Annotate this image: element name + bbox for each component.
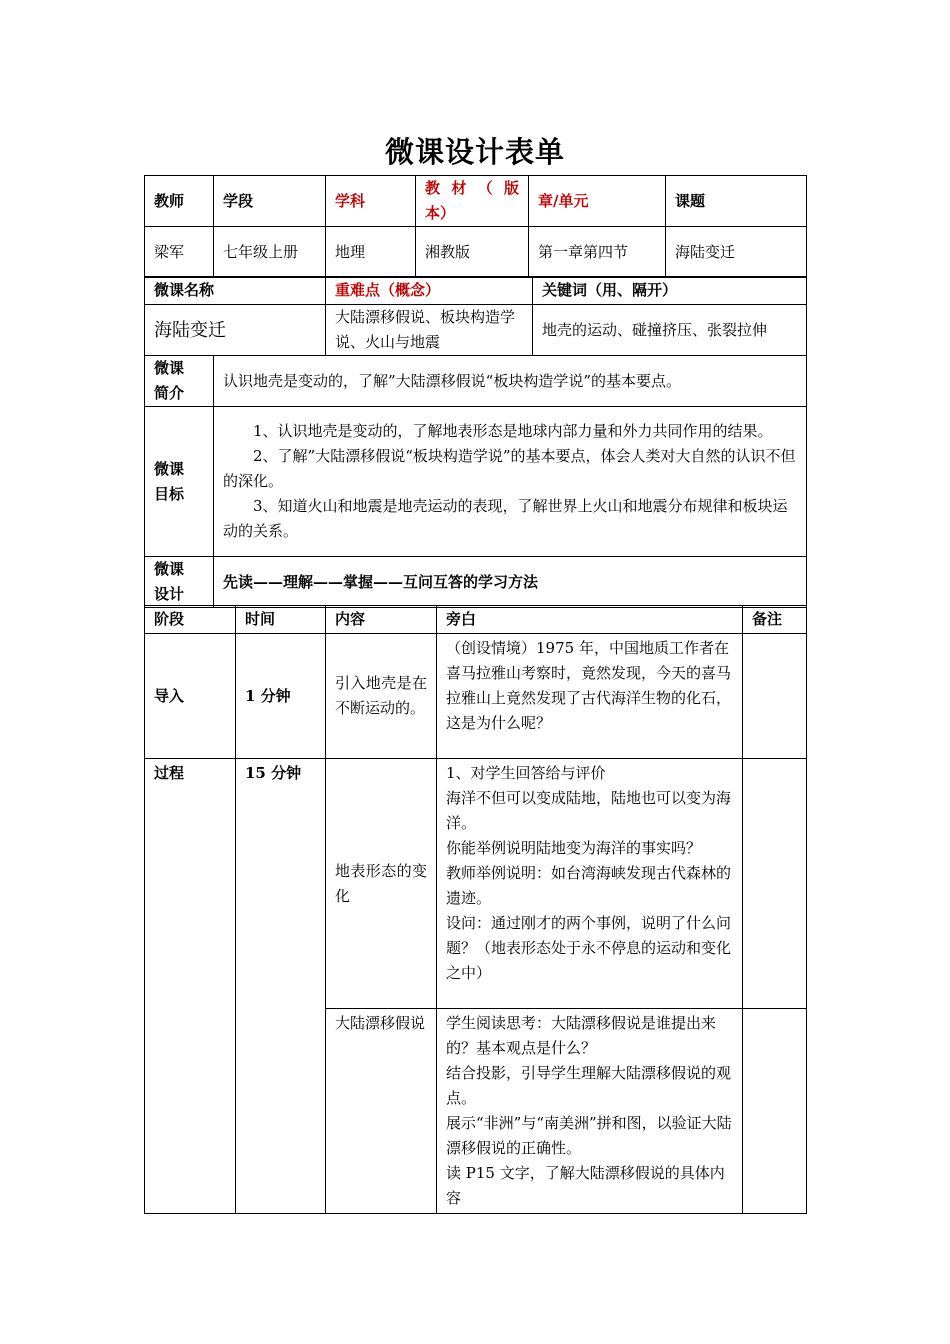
design-text: 先读——理解——掌握——互问互答的学习方法: [214, 557, 807, 608]
course-table: [144, 276, 807, 608]
design-label-line1: 微课: [154, 560, 185, 578]
stage-header-narration: 旁白: [437, 606, 743, 634]
stage-process-content-2: 大陆漂移假说: [326, 1009, 437, 1214]
design-label: [145, 557, 214, 608]
header-textbook-line2: 本）: [425, 204, 456, 222]
stage-table: [144, 605, 807, 1214]
header-level: 学段: [214, 176, 326, 227]
header-topic: 课题: [666, 176, 807, 227]
narration-line: 教师举例说明：如台湾海峡发现古代森林的遗迹。: [446, 864, 732, 907]
narration-line: 展示“非洲”与“南美洲”拼和图，以验证大陆漂移假说的正确性。: [446, 1114, 732, 1157]
course-keywords-value: 地壳的运动、碰撞挤压、张裂拉伸: [533, 305, 807, 356]
value-subject: 地理: [326, 227, 416, 278]
goal-item: 1、认识地壳是变动的，了解地表形态是地球内部力量和外力共同作用的结果。: [253, 422, 773, 440]
value-teacher: 梁军: [145, 227, 214, 278]
stage-header-time: 时间: [236, 606, 326, 634]
stage-header-stage: 阶段: [145, 606, 236, 634]
goal-item: 3、知道火山和地震是地壳运动的表现，了解世界上火山和地震分布规律和板块运动的关系。: [223, 497, 788, 540]
stage-process-narration-1: [437, 759, 743, 1009]
goals-label-line1: 微课: [154, 459, 185, 478]
stage-intro-note: [743, 634, 807, 759]
stage-header-content: 内容: [326, 606, 437, 634]
stage-process-content-1: 地表形态的变化: [326, 759, 437, 1009]
course-key-value: 大陆漂移假说、板块构造学说、火山与地震: [326, 305, 533, 356]
intro-label-line1: 微课: [154, 359, 185, 377]
intro-text: 认识地壳是变动的，了解”大陆漂移假说“板块构造学说”的基本要点。: [214, 356, 807, 407]
goals-label: [145, 407, 214, 557]
value-level: 七年级上册: [214, 227, 326, 278]
goals-text: [214, 407, 807, 557]
stage-intro-time: 1 分钟: [236, 634, 326, 759]
course-name-label: 微课名称: [145, 277, 326, 305]
narration-line: 读 P15 文字，了解大陆漂移假说的具体内容: [446, 1164, 725, 1207]
design-label-line2: 设计: [154, 585, 185, 603]
narration-line: 结合投影，引导学生理解大陆漂移假说的观点。: [446, 1064, 732, 1107]
stage-process-narration-2: [437, 1009, 743, 1214]
value-topic: 海陆变迁: [666, 227, 807, 278]
intro-label: [145, 356, 214, 407]
info-table: [144, 175, 807, 278]
narration-line: 设问：通过刚才的两个事例，说明了什么问题？（地表形态处于永不停息的运动和变化之中）: [446, 914, 732, 982]
header-teacher: 教师: [145, 176, 214, 227]
course-keywords-label: 关键词（用、隔开）: [533, 277, 807, 305]
stage-process-name: 过程: [145, 759, 236, 1214]
course-name-value: 海陆变迁: [145, 305, 326, 356]
narration-line: 1、对学生回答给与评价: [446, 764, 606, 782]
stage-process-note-1: [743, 759, 807, 1009]
value-textbook: 湘教版: [416, 227, 529, 278]
stage-header-note: 备注: [743, 606, 807, 634]
stage-intro-narration: （创设情境）1975 年，中国地质工作者在喜马拉雅山考察时，竟然发现，今天的喜马拉雅山上竟然发现了古代海洋生物的化石，这是为什么呢？: [437, 634, 743, 759]
page-title: 微课设计表单: [384, 135, 565, 169]
header-textbook: [416, 176, 529, 227]
narration-line: 你能举例说明陆地变为海洋的事实吗？: [446, 839, 702, 857]
narration-line: 学生阅读思考：大陆漂移假说是谁提出来的？基本观点是什么？: [446, 1014, 717, 1057]
header-subject: 学科: [326, 176, 416, 227]
intro-label-line2: 简介: [154, 384, 185, 402]
value-chapter: 第一章第四节: [529, 227, 666, 278]
header-chapter: 章/单元: [529, 176, 666, 227]
goals-label-line2: 目标: [154, 484, 185, 503]
course-key-label: 重难点（概念）: [326, 277, 533, 305]
stage-intro-content: 引入地壳是在不断运动的。: [326, 634, 437, 759]
stage-intro-name: 导入: [145, 634, 236, 759]
stage-process-note-2: [743, 1009, 807, 1214]
goal-item: 2、了解”大陆漂移假说“板块构造学说”的基本要点，体会人类对大自然的认识不但的深化。: [223, 447, 796, 490]
header-textbook-line1: 教 材 （ 版: [425, 179, 519, 197]
narration-line: 海洋不但可以变成陆地，陆地也可以变为海洋。: [446, 789, 732, 832]
stage-process-time: 15 分钟: [236, 759, 326, 1214]
